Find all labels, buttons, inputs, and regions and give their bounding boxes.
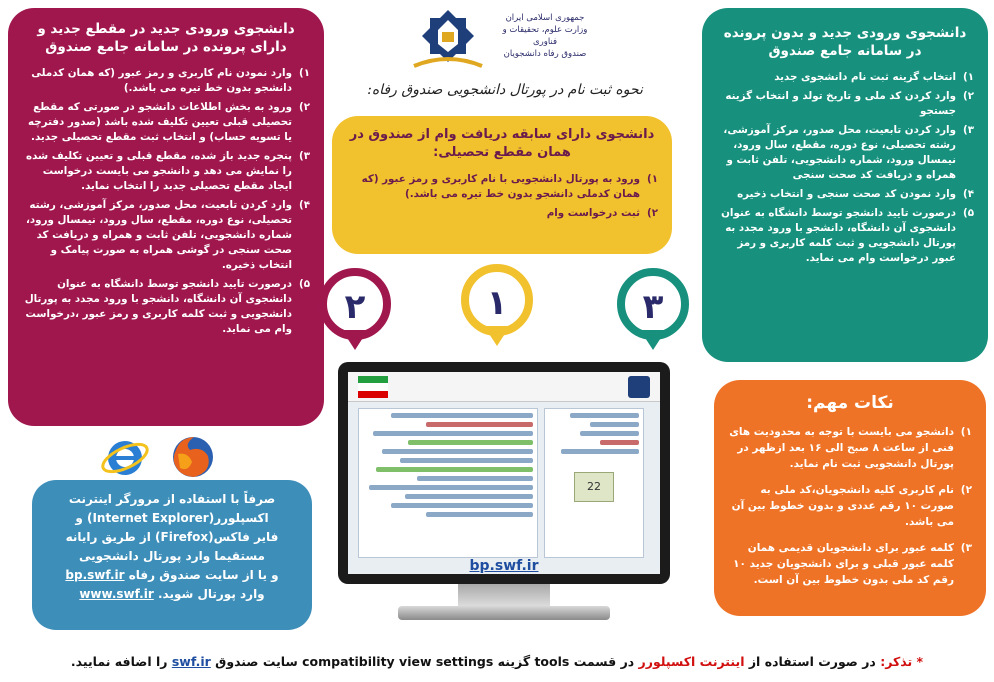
list-item: [716, 206, 974, 266]
list-item: [22, 100, 310, 145]
item-text: ورود به بخش اطلاعات دانشجو در صورتی که مقطع تحصیلی قبلی تعیین تکلیف شده باشد (صدور دفترچه یا تسویه حساب) و انتخاب ثبت مقطع تحصیلی جدید.: [28, 101, 292, 143]
list-item: [22, 198, 310, 273]
list-item: [22, 277, 310, 337]
item-number: ۱): [962, 71, 974, 83]
panel-title: دانشجوی ورودی جدید و بدون پرونده در سامانه جامع صندوق: [723, 25, 967, 59]
footer-star: *: [916, 654, 924, 669]
item-text: وارد نمودن کد صحت سنجی و انتخاب ذخیره: [737, 188, 956, 200]
monitor-frame: [338, 362, 670, 584]
browser-note-line-1: صرفاً با استفاده از مرورگر اینترنت: [68, 492, 276, 506]
portal-screenshot: [348, 372, 660, 574]
panel-new-student-with-record: [8, 8, 324, 426]
list-item: [716, 187, 974, 202]
footer-site-link[interactable]: swf.ir: [171, 654, 211, 669]
monitor-base: [398, 606, 610, 620]
list-item: [728, 482, 972, 530]
marker-one-label: ۱: [486, 283, 508, 323]
browser-note-line-4: مستقیما وارد پورتال دانشجویی: [79, 549, 265, 563]
portal-login-column: [544, 408, 644, 558]
www-swf-link[interactable]: www.swf.ir: [79, 587, 154, 601]
item-text: وارد کردن کد ملی و تاریخ تولد و انتخاب گزینه جستجو: [725, 90, 956, 117]
marker-three-label: ۳: [642, 287, 664, 327]
browser-note-line-3: فایر فاکس(Firefox) از طریق رایانه: [65, 530, 279, 544]
steps-list: [346, 172, 658, 221]
portal-header: [348, 372, 660, 402]
browser-note-line-6: [44, 585, 300, 604]
panel-existing-loan-student: [332, 116, 672, 254]
portal-logo-icon: [628, 376, 650, 398]
item-number: ۳): [962, 124, 974, 136]
page-title: نحوه ثبت نام در پورتال دانشجویی صندوق رفاه:: [367, 82, 643, 98]
item-number: ۲): [298, 101, 310, 113]
browser-note-line-5: [44, 566, 300, 585]
item-number: ۵): [298, 278, 310, 290]
item-text: ورود به پورتال دانشجویی با نام کاربری و رمز عبور (که همان کدملی دانشجو بدون خط تیره می باشد.): [361, 173, 640, 200]
list-item: [728, 424, 972, 472]
item-text: وارد کردن تابعیت، محل صدور، مرکز آموزشی، رشته تحصیلی، نوع دوره، مقطع، سال ورود، نیمسال ورود، شماره دانشجویی، تلفن ثابت و همراه و دریافت کد صحت سنجی در گوشی همراه به صورت پیامک و انتخاب ذخیره.: [25, 199, 292, 271]
list-item: [22, 149, 310, 194]
panel-new-student-no-record: [702, 8, 988, 362]
item-text: پنجره جدید باز شده، مقطع قبلی و تعیین تکلیف شده را نمایش می دهد و دانشجو می بایست درخواست ایجاد مقطع تحصیلی جدید را انتخاب نماید.: [26, 150, 292, 192]
swf-logo-icon: [408, 8, 488, 72]
clock-widget: 22: [574, 472, 614, 502]
list-item: [716, 89, 974, 119]
org-line-1: جمهوری اسلامی ایران: [505, 13, 585, 23]
item-text: درصورت تایید دانشجو توسط دانشگاه به عنوان دانشجوی آن دانشگاه، دانشجو با ورود مجدد به پورتال دانشجویی و ثبت کلمه کاربری و رمز عبور درخواست وام می نماید.: [721, 207, 956, 264]
header: [340, 6, 670, 106]
portal-url-link[interactable]: bp.swf.ir: [469, 558, 539, 574]
item-number: ۳): [960, 542, 972, 554]
item-number: ۱): [298, 67, 310, 79]
item-text: نام کاربری کلیه دانشجویان،کد ملی به صورت ۱۰ رقم عددی و بدون خطوط بین آن می باشد.: [731, 484, 954, 528]
item-number: ۱): [646, 173, 658, 185]
item-number: ۴): [298, 199, 310, 211]
org-line-3: صندوق رفاه دانشجویان: [503, 49, 587, 59]
footer-part-1: در صورت استفاده از: [748, 654, 876, 669]
marker-two-label: ۲: [344, 287, 366, 327]
list-item: [22, 66, 310, 96]
browser-note-line-6-text: وارد پورتال شوید.: [157, 587, 265, 601]
list-item: [716, 123, 974, 183]
monitor-illustration: [338, 362, 670, 634]
firefox-icon: [168, 432, 218, 482]
notes-list: [728, 424, 972, 588]
footer-lead: تذکر:: [880, 654, 913, 669]
item-text: انتخاب گزینه ثبت نام دانشجوی جدید: [774, 71, 956, 83]
item-text: درصورت تایید دانشجو توسط دانشگاه به عنوان دانشجوی آن دانشگاه، دانشجو با ورود مجدد به پورتال دانشجویی و ثبت کلمه کاربری و رمز عبور ،درخواست وام می نماید.: [24, 278, 292, 335]
list-item: [346, 206, 658, 221]
list-item: [346, 172, 658, 202]
marker-three: [610, 266, 696, 352]
list-item: [716, 70, 974, 85]
iran-flag-icon: [358, 376, 388, 398]
item-number: ۲): [962, 90, 974, 102]
item-number: ۱): [960, 426, 972, 438]
item-text: کلمه عبور برای دانشجویان قدیمی همان کلمه عبور قبلی و برای دانشجویان جدید ۱۰ رقم کد ملی بدون خطوط بین آن است.: [733, 542, 954, 586]
item-number: ۲): [646, 207, 658, 219]
item-text: وارد کردن تابعیت، محل صدور، مرکز آموزشی، رشته تحصیلی، نوع دوره، مقطع، سال ورود، نیمسال ورود، شماره دانشجویی، تلفن ثابت و همراه و دریافت کد صحت سنجی: [723, 124, 956, 181]
footer-note: [0, 648, 994, 678]
panel-title: دانشجوی ورودی جدید در مقطع جدید و دارای پرونده در سامانه جامع صندوق: [37, 21, 295, 55]
panel-important-notes: [714, 380, 986, 616]
item-text: ثبت درخواست وام: [546, 207, 640, 219]
panel-title: دانشجوی دارای سابقه دریافت وام از صندوق در همان مقطع تحصیلی:: [349, 127, 655, 160]
portal-news-column: [358, 408, 538, 558]
monitor-stand: [458, 584, 550, 606]
item-text: دانشجو می بایست با توجه به محدودیت های فنی از ساعت ۸ صبح الی ۱۶ بعد ازظهر در پورتال دانشجویی ثبت نام نماید.: [729, 426, 954, 470]
item-number: ۲): [960, 484, 972, 496]
browser-note-line-2: اکسپلورر(Internet Explorer) و: [75, 511, 269, 525]
marker-two: [312, 266, 398, 352]
steps-list: [716, 70, 974, 266]
panel-browser-note: [32, 480, 312, 630]
item-text: وارد نمودن نام کاربری و رمز عبور (که همان کدملی دانشجو بدون خط تیره می باشد.): [31, 67, 292, 94]
panel-title: نکات مهم:: [806, 393, 894, 413]
footer-part-3: را اضافه نمایید.: [70, 654, 168, 669]
org-name: [490, 12, 600, 60]
footer-part-2: در قسمت tools گزینه compatibility view settings سایت صندوق: [215, 654, 635, 669]
item-number: ۴): [962, 188, 974, 200]
org-line-2: وزارت علوم، تحقیقات و فناوری: [502, 25, 588, 47]
marker-one: [454, 262, 540, 348]
list-item: [728, 540, 972, 588]
item-number: ۵): [962, 207, 974, 219]
steps-list: [22, 66, 310, 337]
item-number: ۳): [298, 150, 310, 162]
footer-ie: اینترنت اکسپلورر: [638, 654, 745, 669]
bp-swf-link[interactable]: bp.swf.ir: [65, 568, 125, 582]
browser-note-line-5-text: و یا از سایت صندوق رفاه: [128, 568, 279, 582]
internet-explorer-icon: [100, 432, 150, 482]
